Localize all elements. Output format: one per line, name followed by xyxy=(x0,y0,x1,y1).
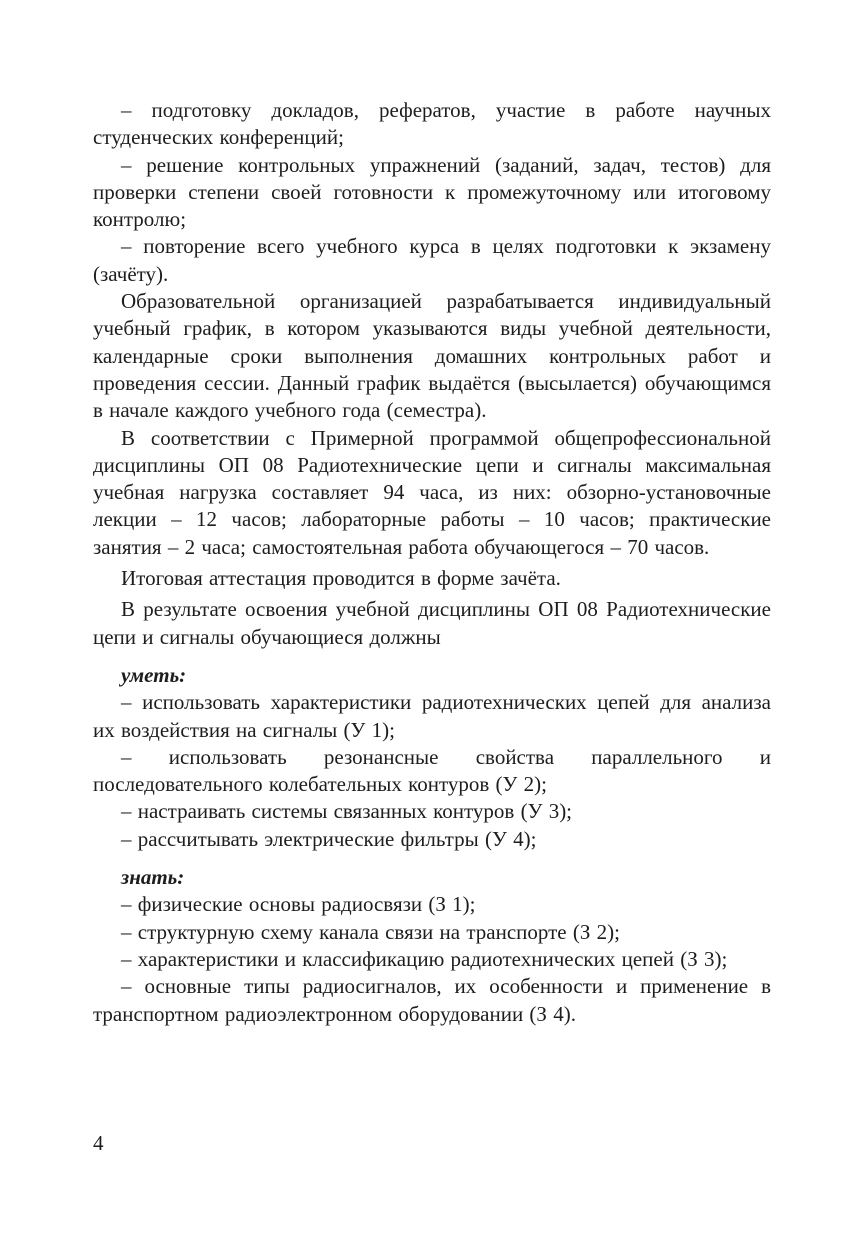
list-item: – структурную схему канала связи на транспорте (З 2); xyxy=(121,919,620,944)
list-item: – настраивать системы связанных контуров (У 3); xyxy=(121,799,573,824)
list-item: – решение контрольных упражнений (заданий, задач, тестов) для проверки степени своей готовности к промежуточному или итоговому контролю; xyxy=(93,152,771,232)
list-item: – подготовку докладов, рефератов, участие в работе научных студенческих конференций; xyxy=(93,98,771,150)
section-heading-umet: уметь: xyxy=(121,662,187,687)
paragraph: В результате освоения учебной дисциплины ОП 08 Радиотехнические цепи и сигналы обучающиеся должны xyxy=(93,597,771,649)
list-item: – использовать резонансные свойства параллельного и последовательного колебательных контуров (У 2); xyxy=(93,744,771,797)
paragraph: В соответствии с Примерной программой общепрофессиональной дисциплины ОП 08 Радиотехнические цепи и сигналы максимальная учебная нагрузка составляет 94 часа, из них: обзорно-установочные лекции – 12 часов; лабораторные работы – 10 часов; практические занятия – 2 часа; самостоятельная работа обучающегося – 70 часов. xyxy=(93,425,771,559)
section-heading-znat: знать: xyxy=(121,865,185,890)
list-item: – повторение всего учебного курса в целях подготовки к экзамену (зачёту). xyxy=(93,234,771,286)
list-item: – основные типы радиосигналов, их особенности и применение в транспортном радиоэлектронном оборудовании (З 4). xyxy=(93,974,771,1026)
list-item: – использовать характеристики радиотехнических цепей для анализа их воздействия на сигналы (У 1); xyxy=(93,690,771,742)
list-item: – физические основы радиосвязи (З 1); xyxy=(121,892,476,917)
page-number: 4 xyxy=(93,1131,104,1155)
page-body-text xyxy=(93,97,771,1028)
list-item: – рассчитывать электрические фильтры (У 4); xyxy=(121,826,537,851)
paragraph: Итоговая аттестация проводится в форме зачёта. xyxy=(121,566,561,591)
paragraph: Образовательной организацией разрабатывается индивидуальный учебный график, в котором указываются виды учебной деятельности, календарные сроки выполнения домашних контрольных работ и проведения сессии. Данный график выдаётся (высылается) обучающимся в начале каждого учебного года (семестра). xyxy=(93,289,771,423)
list-item: – характеристики и классификацию радиотехнических цепей (З 3); xyxy=(121,946,728,971)
